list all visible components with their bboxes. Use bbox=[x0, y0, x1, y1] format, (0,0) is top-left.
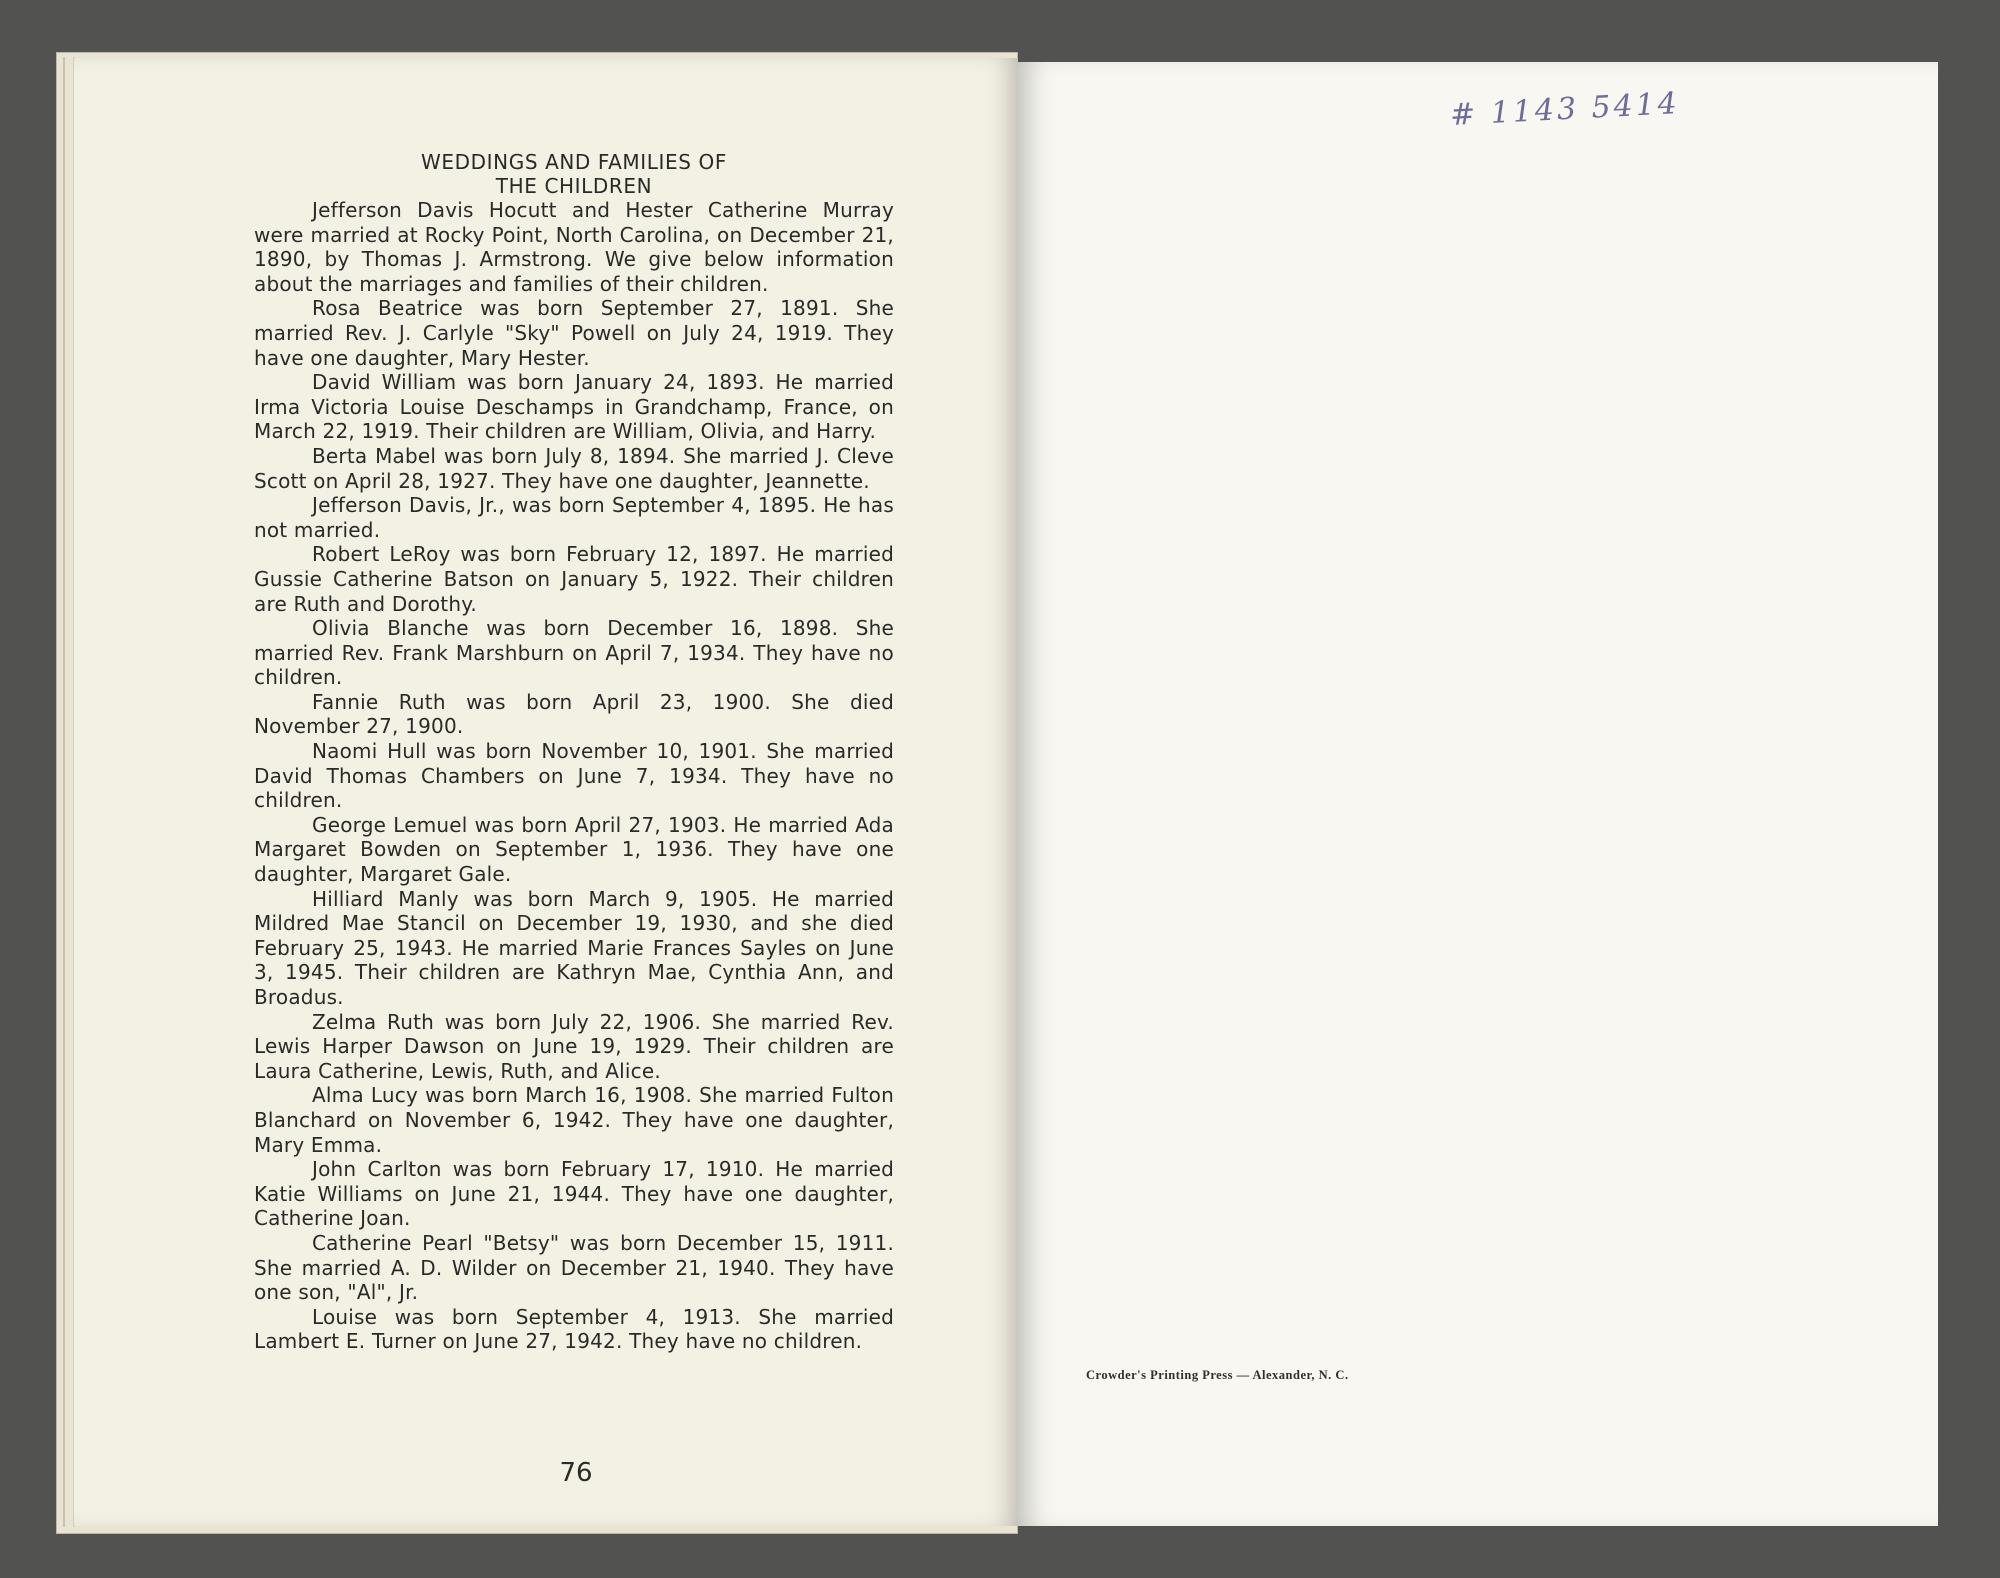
paragraph: Berta Mabel was born July 8, 1894. She married J. Cleve Scott on April 28, 1927. They have one daughter, Jeannette. bbox=[254, 443, 894, 493]
heading-line-1: WEDDINGS AND FAMILIES OF bbox=[421, 150, 727, 174]
paragraph: Catherine Pearl "Betsy" was born December 15, 1911. She married A. D. Wilder on December 21, 1940. They have one son, "Al", Jr. bbox=[254, 1230, 894, 1305]
paragraph: Alma Lucy was born March 16, 1908. She married Fulton Blanchard on November 6, 1942. They have one daughter, Mary Emma. bbox=[254, 1083, 894, 1157]
paragraph: Louise was born September 4, 1913. She married Lambert E. Turner on June 27, 1942. They have no children. bbox=[254, 1304, 894, 1354]
paragraph: Jefferson Davis, Jr., was born September 4, 1895. He has not married. bbox=[254, 493, 894, 542]
left-page bbox=[74, 58, 1018, 1526]
paragraph: Jefferson Davis Hocutt and Hester Catherine Murray were married at Rocky Point, North Carolina, on December 21, 1890, by Thomas J. Armstrong. We give below information about the marriages and families of their children. bbox=[254, 198, 894, 296]
paragraph: Olivia Blanche was born December 16, 1898. She married Rev. Frank Marshburn on April 7, 1934. They have no children. bbox=[254, 616, 894, 690]
paragraph: George Lemuel was born April 27, 1903. He married Ada Margaret Bowden on September 1, 1936. They have one daughter, Margaret Gale. bbox=[254, 812, 894, 887]
paragraph: Fannie Ruth was born April 23, 1900. She died November 27, 1900. bbox=[254, 689, 894, 739]
handwritten-catalog-number: # 1143 5414 bbox=[1449, 86, 1681, 133]
paragraph: John Carlton was born February 17, 1910. He married Katie Williams on June 21, 1944. They have one daughter, Catherine Joan. bbox=[254, 1157, 894, 1231]
paragraph: Robert LeRoy was born February 12, 1897. He married Gussie Catherine Batson on January 5, 1922. Their children are Ruth and Dorothy. bbox=[254, 542, 894, 616]
page-number: 76 bbox=[559, 1458, 593, 1488]
heading-line-2: THE CHILDREN bbox=[495, 174, 653, 198]
printer-credit: Crowder's Printing Press — Alexander, N. C. bbox=[1086, 1368, 1349, 1382]
right-page bbox=[1018, 62, 1938, 1526]
paragraph: Naomi Hull was born November 10, 1901. She married David Thomas Chambers on June 7, 1934. They have no children. bbox=[254, 739, 894, 813]
paragraph: Rosa Beatrice was born September 27, 1891. She married Rev. J. Carlyle "Sky" Powell on July 24, 1919. They have one daughter, Mary Hester. bbox=[254, 296, 894, 370]
paragraph: Zelma Ruth was born July 22, 1906. She married Rev. Lewis Harper Dawson on June 19, 1929. Their children are Laura Catherine, Lewis, Ruth, and Alice. bbox=[254, 1009, 894, 1083]
text-block bbox=[254, 150, 894, 1354]
paragraph: David William was born January 24, 1893. He married Irma Victoria Louise Deschamps in Grandchamp, France, on March 22, 1919. Their children are William, Olivia, and Harry. bbox=[254, 370, 894, 444]
paragraph: Hilliard Manly was born March 9, 1905. He married Mildred Mae Stancil on December 19, 1930, and she died February 25, 1943. He married Marie Frances Sayles on June 3, 1945. Their children are Kathryn Mae, Cynthia Ann, and Broadus. bbox=[254, 886, 894, 1009]
